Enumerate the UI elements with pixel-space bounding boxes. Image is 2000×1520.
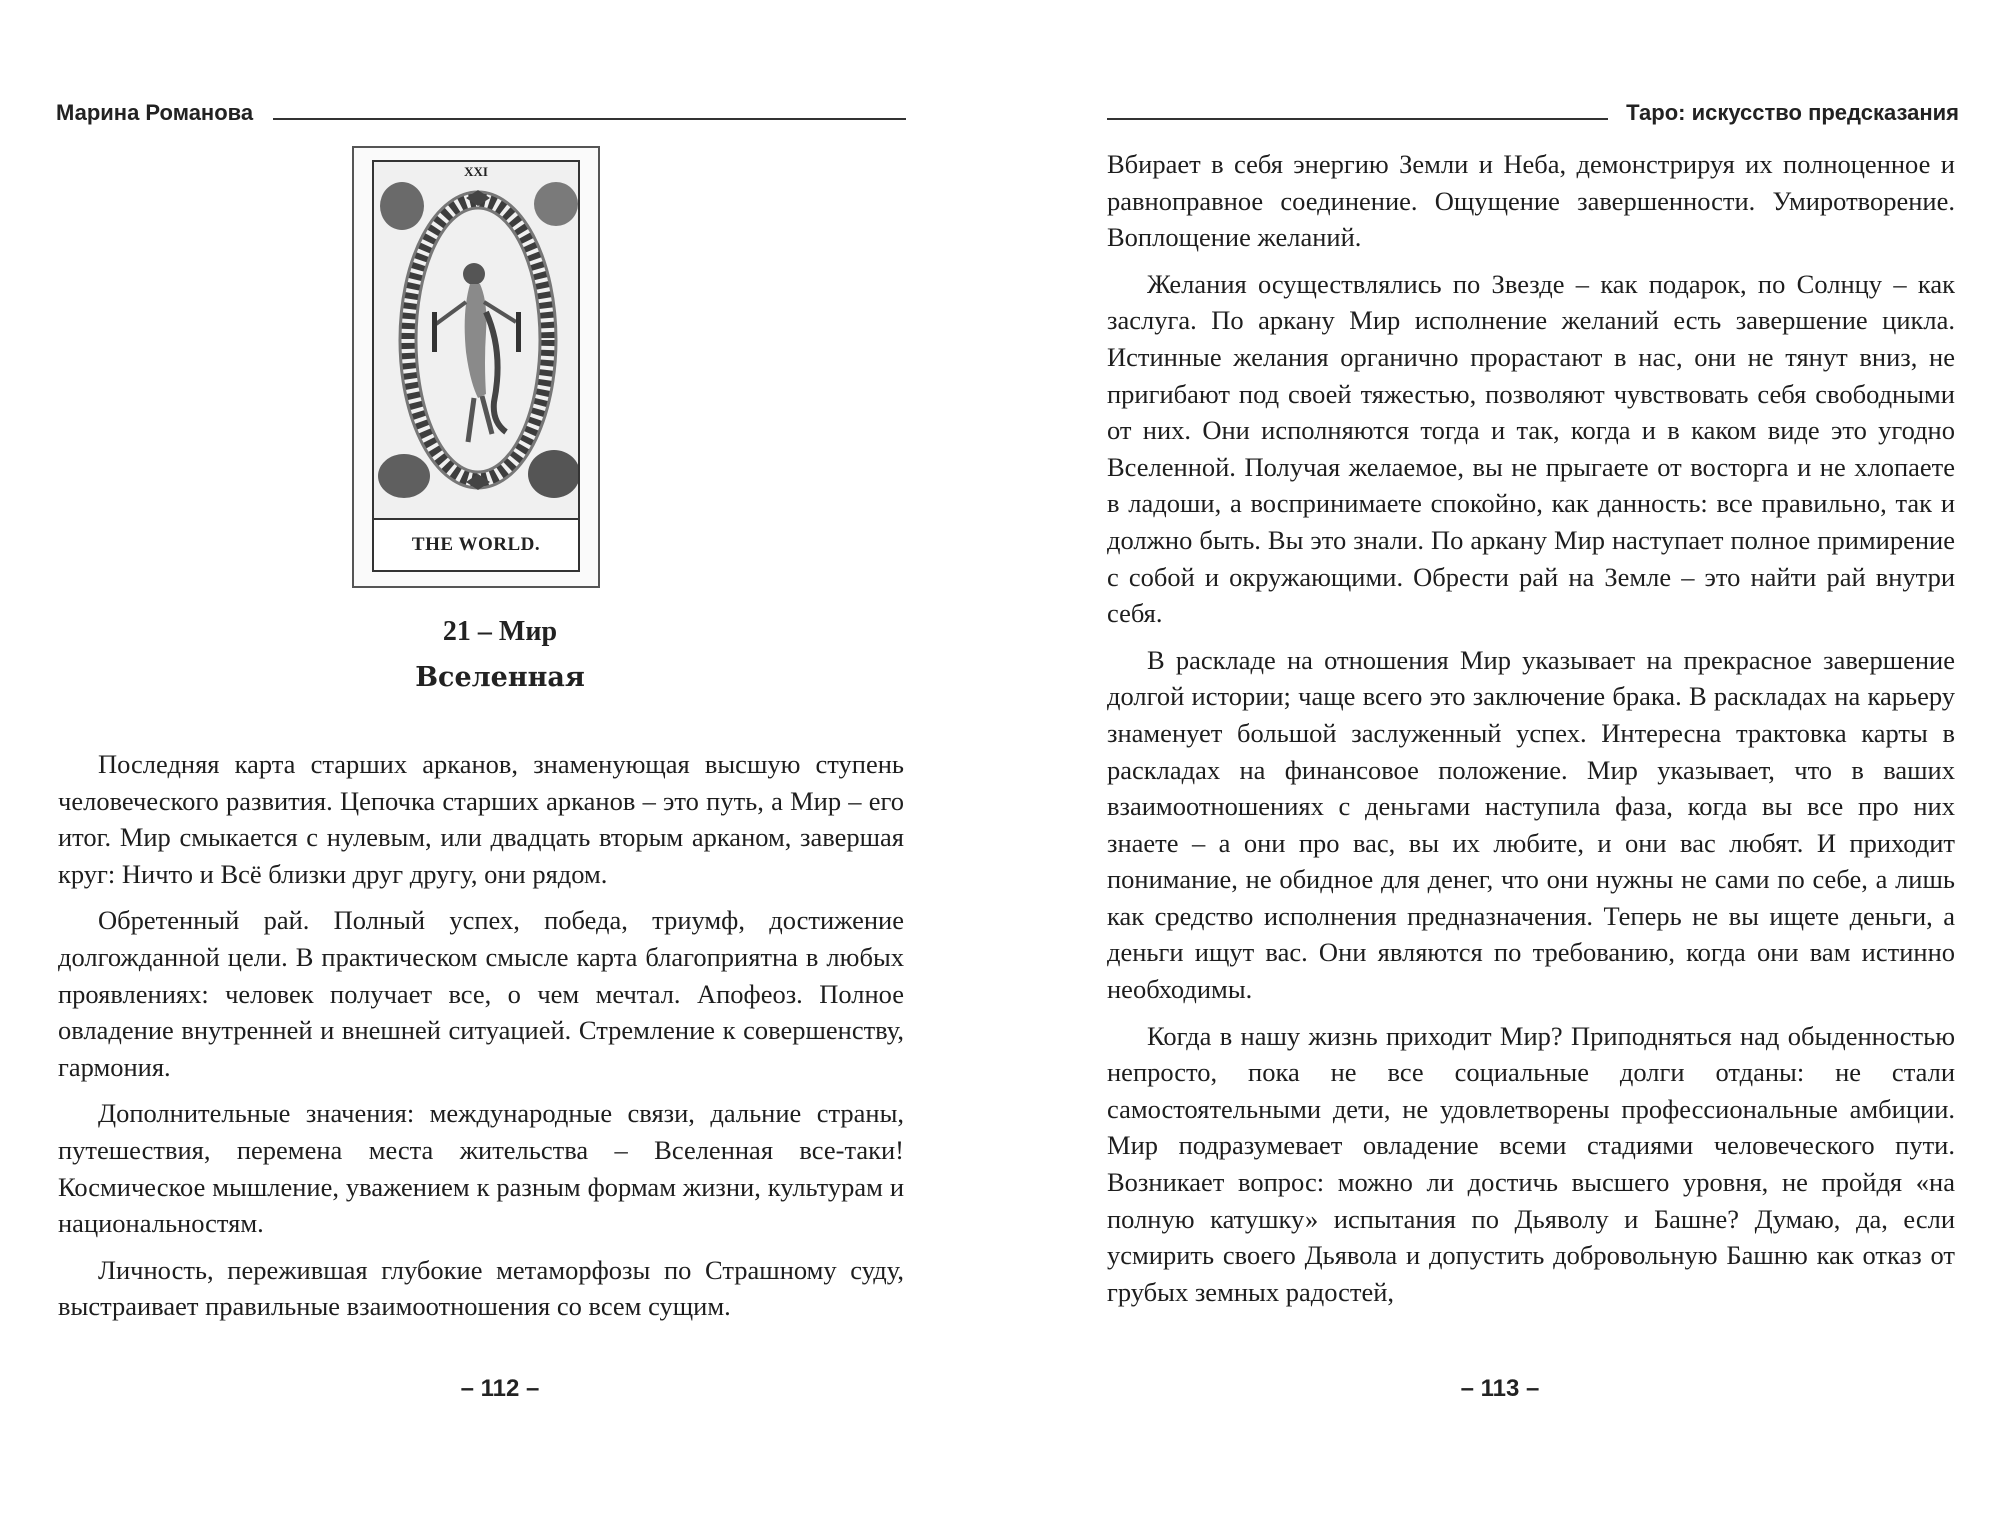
card-numeral: XXI [464,164,488,179]
card-title: THE WORLD. [374,518,578,570]
paragraph: Обретенный рай. Полный успех, победа, триумф, достижение долгожданной цели. В практическом смысле карта благоприятна в любых проявлениях: человек получает все, о чем мечтал. Апофеоз. Полное овладение внутренней и внешней ситуацией. Стремление к совершенству, гармония. [58,905,904,1082]
chapter-subtitle: Вселенная [415,662,585,693]
paragraph: Личность, пережившая глубокие метаморфозы по Страшному суду, выстраивает правильные взаимоотношения со всем сущим. [58,1254,904,1322]
paragraph: Желания осуществлялись по Звезде – как подарок, по Солнцу – как заслуга. По аркану Мир исполнение желаний есть завершение цикла. Истинные желания органично прорастают в нас, они не тянут вниз, не пригибают под своей тяжестью, позволяют чувствовать себя свободными от них. Они исполняются тогда и так, когда и в каком виде это угодно Вселенной. Получая желаемое, вы не прыгаете от восторга и не хлопаете в ладоши, а воспринимаете спокойно, как данность: все правильно, так и должно быть. Вы это знали. По аркану Мир наступает полное примирение с собой и окружающими. Обрести рай на Земле – это найти рай внутри себя. [1107,268,1955,629]
paragraph: В раскладе на отношения Мир указывает на прекрасное завершение долгой истории; чаще всего это заключение брака. В раскладах на карьеру знаменует большой заслуженный успех. Интересна трактовка карты в раскладах на финансовое положение. Мир указывает, что в ваших взаимоотношениях с деньгами наступила фаза, когда вы все про них знаете – а они про вас, вы их любите, и они вас любят. И приходит понимание, не обидное для денег, что они нужны не сами по себе, а лишь как средство исполнения предназначения. Теперь не вы ищете деньги, а деньги ищут вас. Они являются по требованию, когда они вам истинно необходимы. [1107,644,1955,1005]
page-number-left: – 112 – [460,1375,540,1402]
body-text-left [58,746,904,1335]
running-head-title [1107,100,1959,126]
paragraph: Вбирает в себя энергию Земли и Неба, демонстрируя их полноценное и равноправное соединение. Ощущение завершенности. Умиротворение. Воплощение желаний. [1107,149,1955,253]
paragraph: Последняя карта старших арканов, знаменующая высшую ступень человеческого развития. Цепочка старших арканов – это путь, а Мир – его итог. Мир смыкается с нулевым, или двадцать вторым арканом, завершая круг: Ничто и Всё близки друг другу, они рядом. [58,749,904,889]
tarot-card-image [352,146,600,588]
paragraph: Когда в нашу жизнь приходит Мир? Приподняться над обыденностью непросто, пока не все социальные долги отданы: не стали самостоятельными дети, не удовлетворены профессиональные амбиции. Мир подразумевает овладение всеми стадиями человеческого пути. Возникает вопрос: можно ли достичь высшего уровня, не пройдя «на полную катушку» испытания по Дьяволу и Башне? Думаю, да, если усмирить своего Дьявола и допустить добровольную Башню как отказ от грубых земных радостей, [1107,1020,1955,1307]
tarot-card-illustration [372,160,580,572]
book-title: Таро: искусство предсказания [1626,100,1959,125]
paragraph: Дополнительные значения: международные связи, дальние страны, путешествия, перемена места жительства – Вселенная все-таки! Космическое мышление, уважением к разным формам жизни, культурам и национальностям. [58,1098,904,1239]
header-rule [273,118,906,120]
page-number-right: – 113 – [1460,1375,1540,1402]
author-name: Марина Романова [56,100,254,125]
world-dancer-illustration [374,162,580,526]
chapter-number: 21 – Мир [442,616,558,647]
right-page [1000,0,2000,1520]
header-rule [1107,118,1608,120]
running-head-author [56,100,906,126]
body-text-right [1107,146,1955,1320]
